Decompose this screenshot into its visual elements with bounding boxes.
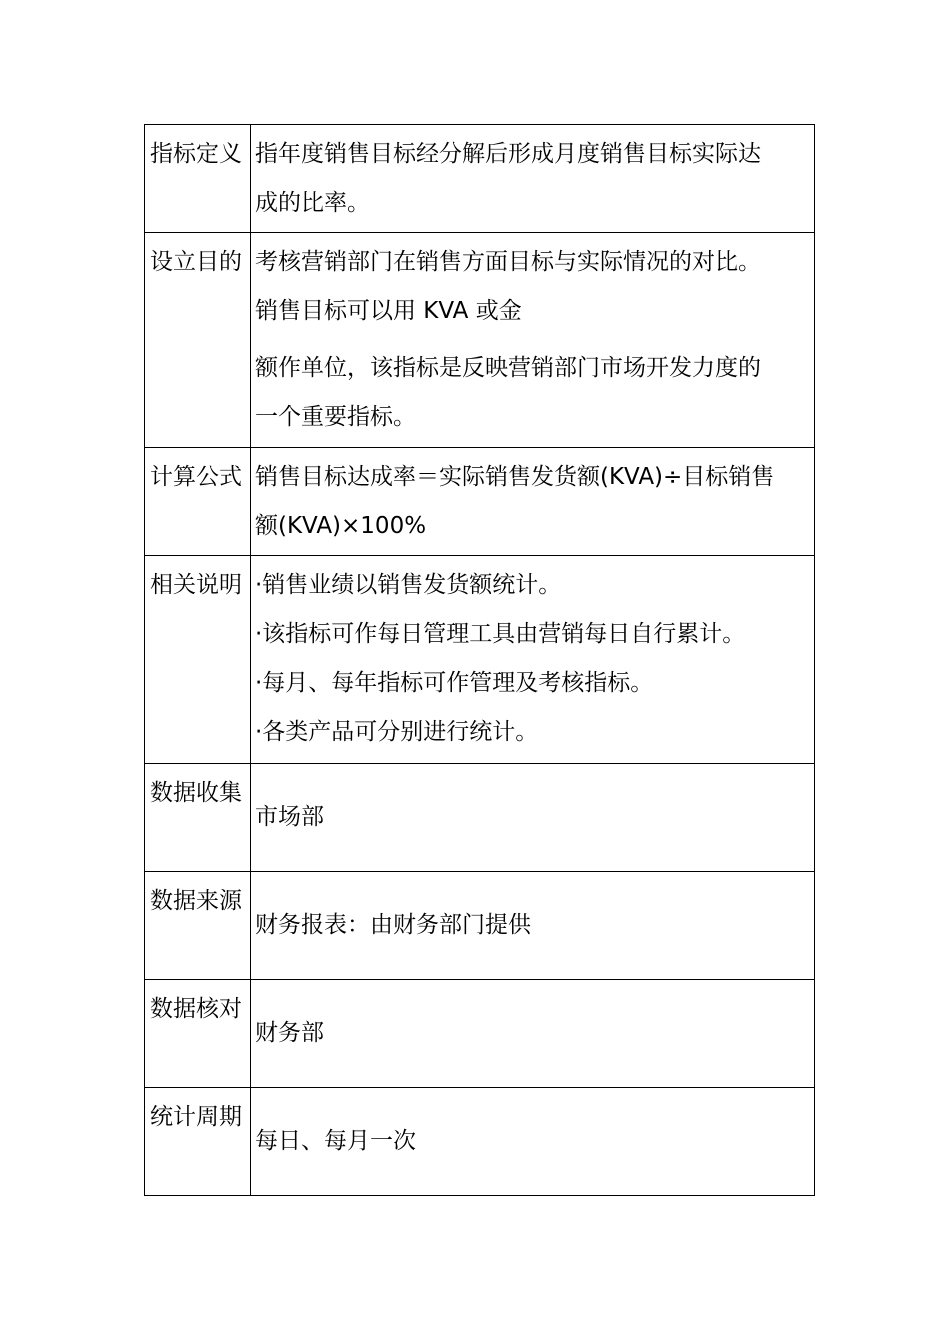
content-line: 考核营销部门在销售方面目标与实际情况的对比。 xyxy=(255,249,761,275)
content-line: 销售目标达成率＝实际销售发货额(KVA)÷目标销售 xyxy=(255,464,775,490)
row-label-cell xyxy=(145,1088,251,1196)
content-line: 财务部 xyxy=(255,1020,324,1046)
row-content-cell xyxy=(251,872,815,980)
row-label: 统计周期 xyxy=(150,1104,242,1130)
content-line: 销售目标可以用 KVA 或金 xyxy=(255,298,522,324)
row-label-cell xyxy=(145,125,251,233)
table-row-data-source xyxy=(145,872,815,980)
row-content-cell xyxy=(251,556,815,764)
table-row-formula xyxy=(145,448,815,556)
row-label-cell xyxy=(145,764,251,872)
row-label: 数据收集 xyxy=(150,780,242,806)
table-row-purpose xyxy=(145,233,815,448)
row-content-cell xyxy=(251,233,815,448)
row-content-cell xyxy=(251,1088,815,1196)
row-label-cell xyxy=(145,872,251,980)
row-label-cell xyxy=(145,980,251,1088)
row-content-cell xyxy=(251,764,815,872)
row-label-cell xyxy=(145,556,251,764)
row-label: 数据来源 xyxy=(150,888,242,914)
table-row-data-collection xyxy=(145,764,815,872)
row-label: 数据核对 xyxy=(150,996,242,1022)
row-label: 设立目的 xyxy=(150,249,242,275)
content-line: ·各类产品可分别进行统计。 xyxy=(255,719,539,745)
content-line: ·销售业绩以销售发货额统计。 xyxy=(255,572,562,598)
content-line: 一个重要指标。 xyxy=(255,404,416,430)
content-line: 市场部 xyxy=(255,804,324,830)
row-label: 指标定义 xyxy=(150,141,242,167)
content-line: ·该指标可作每日管理工具由营销每日自行累计。 xyxy=(255,621,746,647)
row-label-cell xyxy=(145,448,251,556)
content-line: 每日、每月一次 xyxy=(255,1128,416,1154)
row-content-cell xyxy=(251,125,815,233)
table-row-notes xyxy=(145,556,815,764)
content-line: 财务报表：由财务部门提供 xyxy=(255,912,531,938)
content-line: 指年度销售目标经分解后形成月度销售目标实际达 xyxy=(255,141,761,167)
content-line: 成的比率。 xyxy=(255,190,370,216)
content-line: 额(KVA)×100% xyxy=(255,513,427,539)
table-row-data-verification xyxy=(145,980,815,1088)
row-label-cell xyxy=(145,233,251,448)
content-line: 额作单位，该指标是反映营销部门市场开发力度的 xyxy=(255,355,761,381)
content-line: ·每月、每年指标可作管理及考核指标。 xyxy=(255,670,654,696)
table-row-statistics-period xyxy=(145,1088,815,1196)
table-row-definition xyxy=(145,125,815,233)
row-content-cell xyxy=(251,980,815,1088)
row-content-cell xyxy=(251,448,815,556)
row-label: 相关说明 xyxy=(150,572,242,598)
row-label: 计算公式 xyxy=(150,464,242,490)
indicator-table xyxy=(144,124,815,1196)
